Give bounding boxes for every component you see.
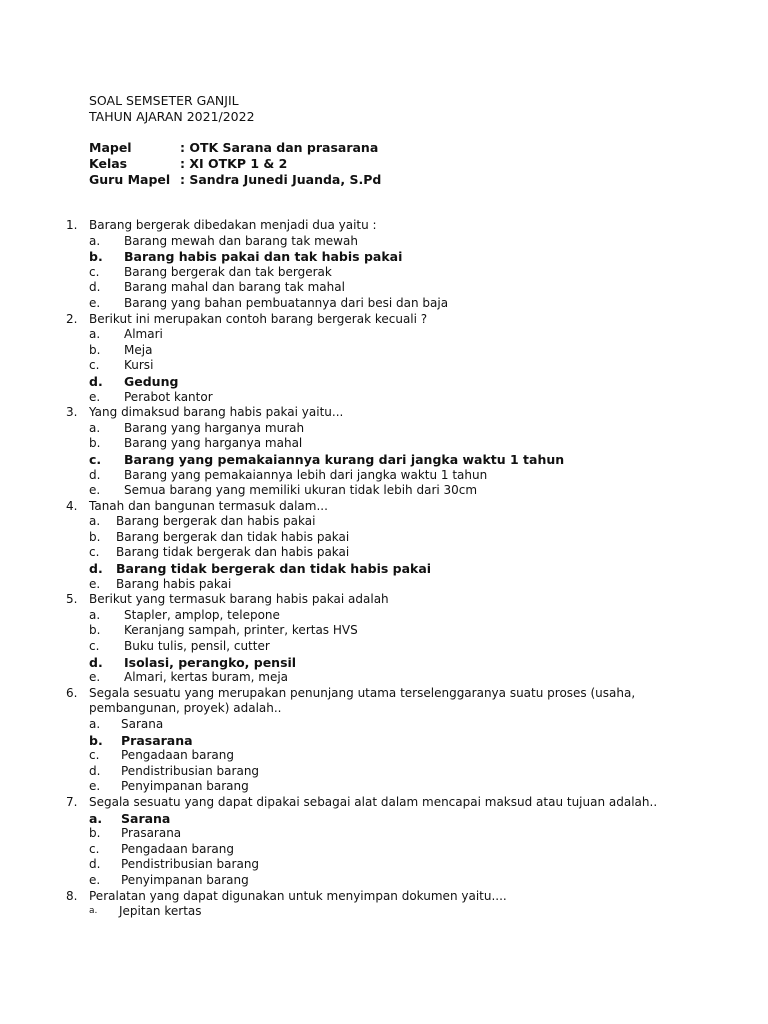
option-letter: a. <box>89 717 101 731</box>
option-text: Almari, kertas buram, meja <box>124 670 289 685</box>
meta-value: : Sandra Junedi Juanda, S.Pd <box>180 172 382 187</box>
option-text: Pendistribusian barang <box>121 763 260 778</box>
option-item <box>89 327 706 343</box>
option-item <box>89 530 706 546</box>
option-item <box>89 561 706 577</box>
question-number: 5. <box>66 592 78 607</box>
option-letter: e. <box>89 872 101 887</box>
option-letter: c. <box>89 639 100 654</box>
question-number: 1. <box>66 218 78 232</box>
option-letter: d. <box>89 561 103 577</box>
option-text-answer: Prasarana <box>121 732 193 748</box>
option-letter: d. <box>89 467 101 482</box>
question-7 <box>66 795 706 811</box>
question-text: Peralatan yang dapat digunakan untuk menyimpan dokumen yaitu.... <box>89 888 507 903</box>
question-3 <box>66 405 706 421</box>
option-text-answer: Barang yang pemakaiannya kurang dari jangka waktu 1 tahun <box>124 451 565 467</box>
option-letter: e. <box>89 779 101 794</box>
option-letter: c. <box>89 748 100 763</box>
option-text: Pendistribusian barang <box>121 857 260 872</box>
option-item <box>89 358 706 374</box>
option-text: Semua barang yang memiliki ukuran tidak lebih dari 30cm <box>124 483 478 498</box>
question-text: Berikut ini merupakan contoh barang bergerak kecuali ? <box>89 311 428 326</box>
option-item <box>89 623 706 639</box>
option-text: Kursi <box>124 358 154 373</box>
exam-title: SOAL SEMSETER GANJIL <box>89 93 239 108</box>
option-letter: c. <box>89 264 100 279</box>
option-item <box>89 764 706 780</box>
option-letter: e. <box>89 576 101 591</box>
question-number: 8. <box>66 888 78 903</box>
option-letter: b. <box>89 249 103 265</box>
option-item <box>89 452 706 468</box>
option-item <box>89 280 706 296</box>
option-letter: b. <box>89 732 103 748</box>
option-item <box>89 421 706 437</box>
question-1 <box>66 218 706 234</box>
question-5 <box>66 592 706 608</box>
option-item <box>89 655 706 671</box>
option-text: Almari <box>124 327 163 342</box>
option-item <box>89 639 706 655</box>
question-4 <box>66 499 706 515</box>
option-text: Barang tidak bergerak dan habis pakai <box>116 545 350 560</box>
question-text: Segala sesuatu yang merupakan penunjang utama terselenggaranya suatu proses (usaha, pembangunan, proyek) adalah.. <box>89 685 636 716</box>
option-letter: a. <box>89 514 101 529</box>
option-letter: a. <box>89 327 101 342</box>
option-text-answer: Gedung <box>124 373 179 389</box>
meta-row-teacher <box>89 172 381 188</box>
option-item <box>89 717 706 733</box>
option-text-answer: Barang tidak bergerak dan tidak habis pakai <box>116 561 432 577</box>
option-text-answer: Sarana <box>121 810 171 826</box>
option-item <box>89 842 706 858</box>
option-item <box>89 374 706 390</box>
question-6 <box>66 686 706 717</box>
option-letter: e. <box>89 389 101 404</box>
option-item <box>89 390 706 406</box>
question-text: Yang dimaksud barang habis pakai yaitu... <box>89 405 344 420</box>
option-letter: d. <box>89 654 103 670</box>
option-letter: b. <box>89 529 101 544</box>
option-text: Prasarana <box>121 826 182 841</box>
option-text: Buku tulis, pensil, cutter <box>124 639 270 654</box>
meta-label: Kelas <box>89 156 128 171</box>
question-text: Segala sesuatu yang dapat dipakai sebagai alat dalam mencapai maksud atau tujuan adalah.. <box>89 794 658 809</box>
option-letter: b. <box>89 342 101 357</box>
option-item <box>89 343 706 359</box>
question-8 <box>66 889 706 905</box>
question-number: 6. <box>66 685 78 700</box>
option-text: Pengadaan barang <box>121 748 234 763</box>
academic-year: TAHUN AJARAN 2021/2022 <box>89 109 255 124</box>
option-text: Pengadaan barang <box>121 841 234 856</box>
question-number: 7. <box>66 794 78 809</box>
option-item <box>89 265 706 281</box>
option-text: Barang bergerak dan tidak habis pakai <box>116 529 350 544</box>
option-item <box>89 514 706 530</box>
option-item <box>89 545 706 561</box>
option-letter: b. <box>89 436 101 451</box>
option-text: Sarana <box>121 717 164 731</box>
question-2 <box>66 312 706 328</box>
document-header <box>89 93 255 125</box>
question-number: 4. <box>66 498 78 513</box>
question-number: 2. <box>66 311 78 326</box>
question-text: Tanah dan bangunan termasuk dalam... <box>89 498 328 513</box>
option-letter: e. <box>89 295 101 310</box>
option-letter: b. <box>89 623 101 638</box>
option-text-answer: Isolasi, perangko, pensil <box>124 654 297 670</box>
option-letter: a. <box>89 233 101 248</box>
exam-info <box>89 140 381 188</box>
option-text: Barang habis pakai <box>116 576 232 591</box>
option-letter: d. <box>89 373 103 389</box>
option-item <box>89 483 706 499</box>
meta-label: Mapel <box>89 140 132 155</box>
option-letter: d. <box>89 857 101 872</box>
question-text: Barang bergerak dibedakan menjadi dua yaitu : <box>89 218 377 232</box>
option-text: Barang bergerak dan habis pakai <box>116 514 316 529</box>
option-text: Penyimpanan barang <box>121 779 249 794</box>
option-text: Stapler, amplop, telepone <box>124 607 280 622</box>
option-item <box>89 811 706 827</box>
option-item <box>89 436 706 452</box>
option-item <box>89 670 706 686</box>
option-item <box>89 468 706 484</box>
option-item <box>89 296 706 312</box>
option-item <box>89 577 706 593</box>
option-letter: c. <box>89 451 102 467</box>
question-number: 3. <box>66 405 78 420</box>
option-letter: b. <box>89 826 101 841</box>
option-letter: c. <box>89 841 100 856</box>
meta-label: Guru Mapel <box>89 172 171 187</box>
option-item <box>89 249 706 265</box>
option-item <box>89 826 706 842</box>
option-text: Barang yang harganya murah <box>124 420 305 435</box>
option-letter: a. <box>89 607 101 622</box>
option-letter: d. <box>89 763 101 778</box>
meta-value: : XI OTKP 1 & 2 <box>180 156 288 171</box>
meta-row-class <box>89 156 381 172</box>
option-text: Barang yang bahan pembuatannya dari besi dan baja <box>124 295 449 310</box>
option-letter: e. <box>89 483 101 498</box>
option-letter: c. <box>89 545 100 560</box>
option-item <box>89 873 706 889</box>
option-letter: c. <box>89 358 100 373</box>
option-letter: a. <box>89 906 98 917</box>
option-text: Barang mahal dan barang tak mahal <box>124 280 345 295</box>
option-item <box>89 234 706 250</box>
option-letter: e. <box>89 670 101 685</box>
question-text: Berikut yang termasuk barang habis pakai adalah <box>89 592 389 607</box>
option-item <box>89 779 706 795</box>
option-item <box>89 748 706 764</box>
meta-row-subject <box>89 140 381 156</box>
option-letter: a. <box>89 420 101 435</box>
option-letter: a. <box>89 810 103 826</box>
option-text: Keranjang sampah, printer, kertas HVS <box>124 623 358 638</box>
option-text: Jepitan kertas <box>119 904 202 919</box>
question-list <box>66 218 706 920</box>
option-text-answer: Barang habis pakai dan tak habis pakai <box>124 249 403 265</box>
meta-value: : OTK Sarana dan prasarana <box>180 140 379 155</box>
option-item <box>89 857 706 873</box>
option-item <box>89 733 706 749</box>
option-item <box>89 904 706 920</box>
option-text: Perabot kantor <box>124 389 213 404</box>
option-text: Barang yang pemakaiannya lebih dari jangka waktu 1 tahun <box>124 467 488 482</box>
option-item <box>89 608 706 624</box>
option-text: Penyimpanan barang <box>121 872 249 887</box>
option-letter: d. <box>89 280 101 295</box>
option-text: Meja <box>124 342 153 357</box>
option-text: Barang yang harganya mahal <box>124 436 303 451</box>
option-text: Barang bergerak dan tak bergerak <box>124 264 332 279</box>
option-text: Barang mewah dan barang tak mewah <box>124 233 358 248</box>
